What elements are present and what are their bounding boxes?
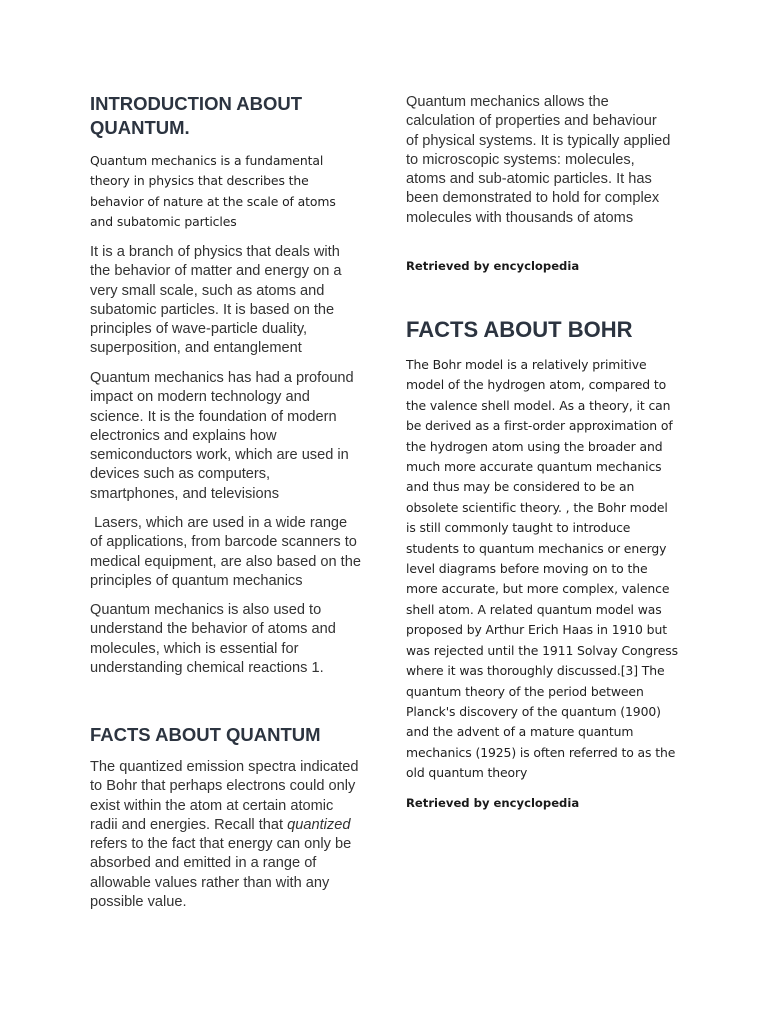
applications-paragraph: Quantum mechanics allows the calculation of properties and behaviour of physical systems. It is typically applied to microscopic systems: molecules, atoms and sub-atomic particles. It has been demonstrated to hold for complex molecules with thousands of atoms — [406, 94, 671, 226]
bohr-paragraph: The Bohr model is a relatively primitive model of the hydrogen atom, compared to the valence shell model. As a theory, it can be derived as a first-order approximation of the hydrogen atom using the broader and much more accurate quantum mechanics and thus may be considered to be an obsolete scientific theory. , the Bohr model is still commonly taught to introduce students to quantum mechanics or energy level diagrams before moving on to the more accurate, but more complex, valence shell atom. A related quantum model was proposed by Arthur Erich Haas in 1910 but was rejected until the 1911 Solvay Congress where it was thoroughly discussed.[3] The quantum theory of the period between Planck's discovery of the quantum (1900) and the advent of a mature quantum mechanics (1925) is often referred to as the old quantum theory — [406, 357, 678, 781]
impact-paragraph: Quantum mechanics has had a profound impact on modern technology and science. It is the foundation of modern electronics and explains how semiconductors work, which are used in devices such as computers, smartphones, and televisions — [90, 370, 354, 502]
intro-lead-paragraph: Quantum mechanics is a fundamental theory in physics that describes the behavior of nature at the scale of atoms and subatomic particles — [90, 153, 336, 230]
facts-text-start: The quantized emission spectra indicated to Bohr that perhaps electrons could only exist within the atom at certain atomic radii and energies. Recall that — [90, 759, 359, 833]
intro-heading: INTRODUCTION ABOUT QUANTUM. — [90, 93, 303, 138]
lasers-paragraph: Lasers, which are used in a wide range of applications, from barcode scanners to medical equipment, are also based on the principles of quantum mechanics — [90, 515, 366, 589]
facts-bohr-heading: FACTS ABOUT BOHR — [406, 317, 633, 342]
facts-text-end: refers to the fact that energy can only be absorbed and emitted in a range of allowable values rather than with any possible value. — [90, 836, 352, 911]
source-citation-2: Retrieved by encyclopedia — [406, 796, 580, 810]
source-citation-1: Retrieved by encyclopedia — [406, 259, 580, 273]
facts-quantum-heading: FACTS ABOUT QUANTUM — [90, 724, 321, 745]
branch-paragraph: It is a branch of physics that deals with the behavior of matter and energy on a very small scale, such as atoms and subatomic particles. It is based on the principles of wave-particle duality, superposition, and entanglement — [90, 244, 342, 357]
facts-quantum-paragraph — [90, 758, 362, 912]
quantized-term: quantized — [287, 816, 351, 833]
chemistry-paragraph: Quantum mechanics is also used to understand the behavior of atoms and molecules, which is essential for understanding chemical reactions 1. — [90, 602, 336, 676]
